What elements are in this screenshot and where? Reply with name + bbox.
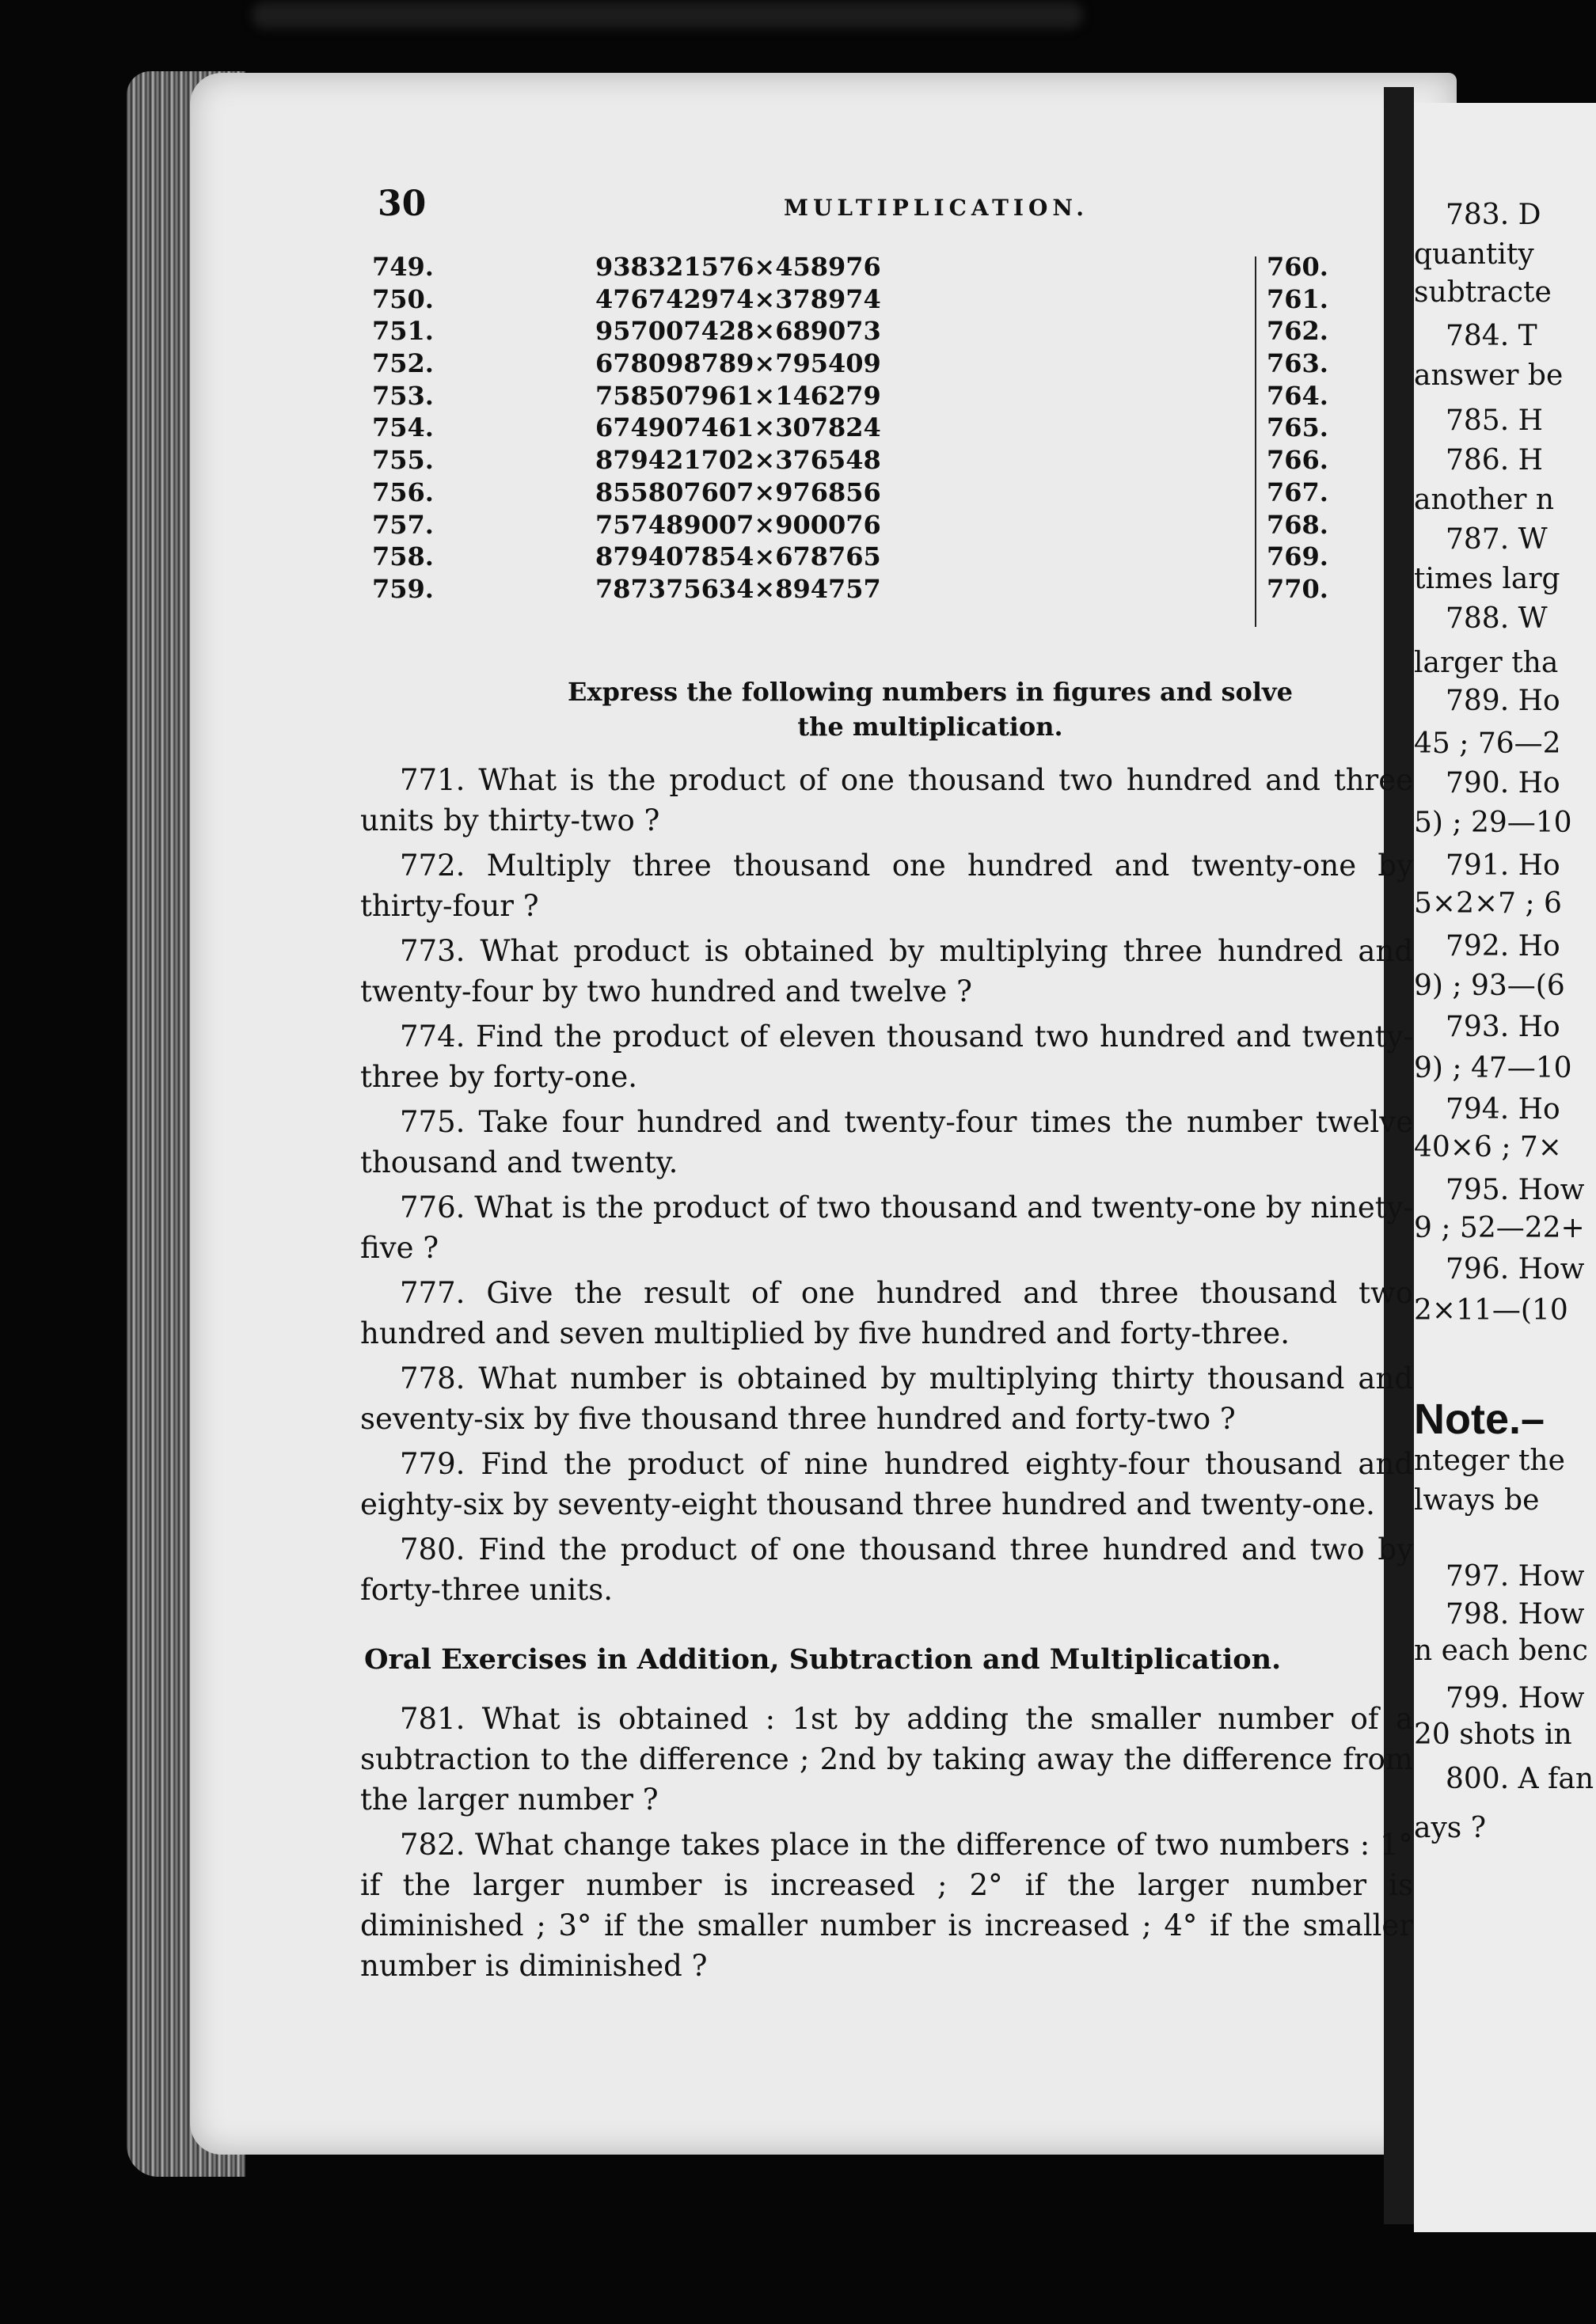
facing-page-text: Note.– <box>1414 1396 1545 1443</box>
facing-page-text: another n <box>1414 484 1555 516</box>
facing-page-text: 20 shots in <box>1414 1718 1572 1751</box>
exercise-number: 757. <box>372 509 434 540</box>
problem-paragraph: 777. Give the result of one hundred and three thousand two hundred and seven multiplied by five hundred and forty-three. <box>360 1276 1413 1350</box>
exercise-expression: 678098789×795409 <box>595 348 881 379</box>
exercise-number: 765. <box>1267 412 1328 443</box>
problem-paragraph: 774. Find the product of eleven thousand two hundred and twenty-three by forty-one. <box>360 1020 1413 1094</box>
instruction-line-1: Express the following numbers in figures and solve <box>568 677 1293 707</box>
facing-page-text: 45 ; 76—2 <box>1414 727 1561 760</box>
facing-page-text: 784. T <box>1446 320 1537 352</box>
right-numbers-column <box>1267 252 1362 606</box>
facing-page-text: 792. Ho <box>1446 930 1560 963</box>
oral-exercises-heading: Oral Exercises in Addition, Subtraction and Multiplication. <box>364 1643 1282 1676</box>
problem-paragraph: 778. What number is obtained by multiplying thirty thousand and seventy-six by five thousand three hundred and forty-two ? <box>360 1361 1413 1436</box>
exercise-number: 755. <box>372 445 434 476</box>
facing-page-text: 789. Ho <box>1446 685 1560 717</box>
facing-page-text: 799. How <box>1446 1682 1585 1715</box>
facing-page-text: 5) ; 29—10 <box>1414 807 1572 839</box>
exercise-number: 749. <box>372 252 434 282</box>
exercise-expression: 855807607×976856 <box>595 477 881 507</box>
facing-page-text: subtracte <box>1414 276 1552 309</box>
facing-page-text: 786. H <box>1446 444 1543 477</box>
facing-page-text: 800. A fan <box>1446 1763 1594 1795</box>
problem-paragraph: 779. Find the product of nine hundred eighty-four thousand and eighty-six by seventy-eight thousand three hundred and twenty-one. <box>360 1447 1413 1521</box>
facing-page-text: 9) ; 93—(6 <box>1414 970 1565 1002</box>
facing-page-text: 787. W <box>1446 523 1548 556</box>
facing-page-text: 796. How <box>1446 1253 1585 1285</box>
facing-page-text: quantity <box>1414 238 1534 271</box>
problem-paragraph: 781. What is obtained : 1st by adding the smaller number of a subtraction to the difference ; 2nd by taking away the difference from the larger number ? <box>360 1702 1413 1817</box>
facing-page-fragment <box>1414 103 1596 2232</box>
page-number: 30 <box>378 184 427 224</box>
facing-page-text: 9) ; 47—10 <box>1414 1052 1572 1084</box>
problem-paragraph: 775. Take four hundred and twenty-four times the number twelve thousand and twenty. <box>360 1105 1413 1179</box>
exercise-number: 766. <box>1267 445 1328 476</box>
problem-paragraph: 773. What product is obtained by multiplying three hundred and twenty-four by two hundred and twelve ? <box>360 934 1413 1008</box>
facing-page-text: answer be <box>1414 359 1564 392</box>
exercise-number: 758. <box>372 541 434 572</box>
facing-page-text: 788. W <box>1446 602 1548 635</box>
exercise-number: 754. <box>372 412 434 443</box>
facing-page-text: ays ? <box>1414 1812 1487 1844</box>
exercise-expression: 879407854×678765 <box>595 541 881 572</box>
exercise-expression: 938321576×458976 <box>595 252 881 282</box>
oral-problems <box>360 1699 1413 1991</box>
facing-page-text: nteger the <box>1414 1445 1565 1477</box>
facing-page-text: 798. How <box>1446 1598 1585 1631</box>
left-expressions-column <box>595 252 1260 606</box>
facing-page-text: 9 ; 52—22+ <box>1414 1212 1585 1244</box>
problem-paragraph: 780. Find the product of one thousand three hundred and two by forty-three units. <box>360 1532 1413 1607</box>
facing-page-text: 791. Ho <box>1446 849 1560 882</box>
facing-page-text: 40×6 ; 7× <box>1414 1131 1562 1164</box>
problem-paragraph: 776. What is the product of two thousand and twenty-one by ninety-five ? <box>360 1190 1413 1265</box>
problem-paragraph: 771. What is the product of one thousand two hundred and three units by thirty-two ? <box>360 763 1413 837</box>
left-numbers-column <box>372 252 467 606</box>
exercise-number: 770. <box>1267 573 1328 604</box>
exercise-number: 759. <box>372 573 434 604</box>
exercise-number: 762. <box>1267 316 1328 347</box>
facing-page-text: 795. How <box>1446 1174 1585 1206</box>
running-title: MULTIPLICATION. <box>784 195 1089 221</box>
problem-paragraph: 772. Multiply three thousand one hundred and twenty-one by thirty-four ? <box>360 849 1413 923</box>
instruction-line-2: the multiplication. <box>797 712 1063 742</box>
exercise-number: 750. <box>372 283 434 314</box>
word-problems <box>360 760 1413 1615</box>
problem-paragraph: 782. What change takes place in the difference of two numbers : 1° if the larger number is increased ; 2° if the larger number is diminished ; 3° if the smaller number is increased ; 4° if the smaller number is diminished ? <box>360 1828 1413 1983</box>
exercise-expression: 879421702×376548 <box>595 445 881 476</box>
exercise-number: 767. <box>1267 477 1328 507</box>
multiplication-exercises-table <box>372 252 1425 632</box>
facing-page-text: larger tha <box>1414 647 1559 679</box>
facing-page-text: 793. Ho <box>1446 1011 1560 1043</box>
exercise-expression: 758507961×146279 <box>595 380 881 411</box>
exercise-number: 764. <box>1267 380 1328 411</box>
exercise-expression: 757489007×900076 <box>595 509 881 540</box>
exercise-number: 768. <box>1267 509 1328 540</box>
exercise-number: 756. <box>372 477 434 507</box>
facing-page-text: 785. H <box>1446 404 1543 437</box>
exercise-number: 761. <box>1267 283 1328 314</box>
facing-page-text: 5×2×7 ; 6 <box>1414 887 1562 920</box>
facing-page-text: lways be <box>1414 1484 1540 1517</box>
exercise-expression: 674907461×307824 <box>595 412 881 443</box>
exercise-number: 763. <box>1267 348 1328 379</box>
column-divider <box>1255 256 1256 627</box>
exercise-number: 752. <box>372 348 434 379</box>
facing-page-text: n each benc <box>1414 1635 1588 1667</box>
facing-page-text: 783. D <box>1446 199 1541 231</box>
facing-page-text: 794. Ho <box>1446 1093 1560 1126</box>
exercise-number: 760. <box>1267 252 1328 282</box>
exercise-number: 751. <box>372 316 434 347</box>
facing-page-text: 790. Ho <box>1446 767 1560 799</box>
facing-page-text: 797. How <box>1446 1560 1585 1593</box>
scan-artifact <box>252 2 1083 28</box>
exercise-number: 753. <box>372 380 434 411</box>
exercise-number: 769. <box>1267 541 1328 572</box>
instruction-heading <box>443 674 1417 744</box>
exercise-expression: 957007428×689073 <box>595 316 881 347</box>
exercise-expression: 476742974×378974 <box>595 283 881 314</box>
exercise-expression: 787375634×894757 <box>595 573 881 604</box>
facing-page-text: 2×11—(10 <box>1414 1294 1568 1327</box>
facing-page-text: times larg <box>1414 563 1560 595</box>
